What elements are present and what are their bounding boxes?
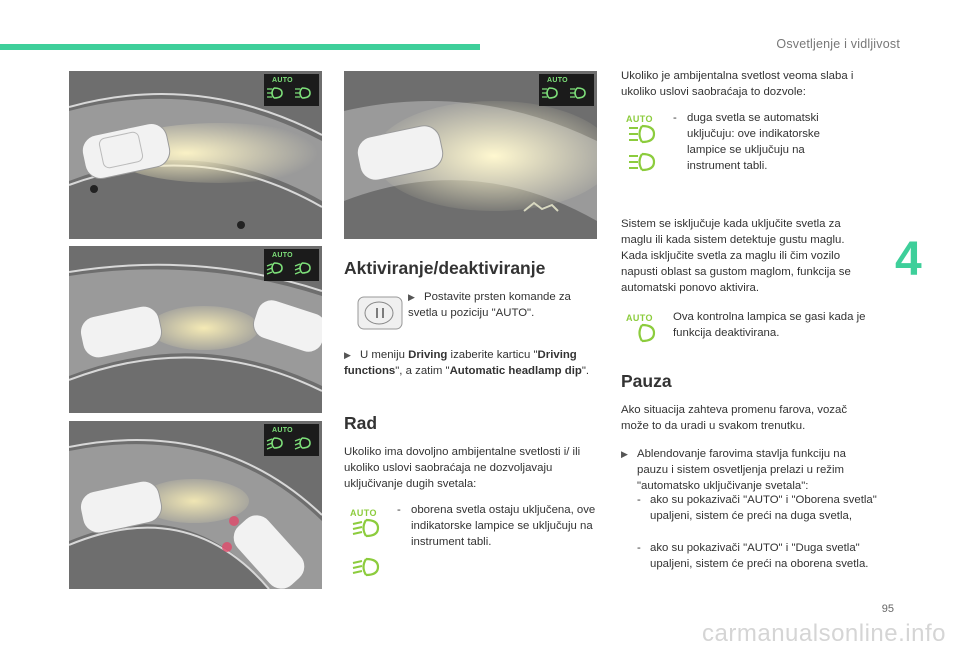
heading-pauza: Pauza xyxy=(621,371,672,391)
auto-low-beam-icon xyxy=(264,249,319,281)
auto-off-indicator xyxy=(626,313,658,348)
auto-high-beam-icon xyxy=(264,74,319,106)
pauza-step: ▶ Ablendovanje farovima stavlja funkciju na pauzu i sistem osvetljenja prelazi u režim "automatsko uključivanje svetala": xyxy=(621,448,846,492)
step-menu-driving: ▶ U meniju Driving izaberite karticu "Driving functions", a zatim "Automatic headlamp dip". xyxy=(344,349,590,377)
heading-activation: Aktiviranje/deaktiviranje xyxy=(344,258,546,278)
watermark: carmanualsonline.info xyxy=(702,620,946,647)
pauza-sub-2: - ako su pokazivači "AUTO" i "Duga svetla" upaljeni, sistem će preći na oborena svetla. xyxy=(637,542,869,570)
illustration-car-ahead xyxy=(69,421,322,589)
heading-rad: Rad xyxy=(344,413,378,433)
high-beam-icon xyxy=(626,124,658,144)
pauza-paragraph: Ako situacija zahteva promenu farova, vozač može to da uradi u svakom trenutku. xyxy=(621,404,848,432)
indicator-auto-label: AUTO xyxy=(547,77,568,84)
step-set-auto: ▶ Postavite prsten komande za svetla u poziciju "AUTO". xyxy=(408,291,571,319)
auto-high-beam-indicator xyxy=(626,114,658,149)
indicator-auto-label: AUTO xyxy=(272,427,293,434)
illustration-fog-road xyxy=(344,71,597,239)
page-number: 95 xyxy=(881,603,894,615)
rad-paragraph: Ukoliko ima dovoljno ambijentalne svetlosti i/ ili ukoliko uslovi saobraćaja ne dozvoljavaju uključivanje dugih svetala: xyxy=(344,446,581,490)
bullet-arrow-icon: ▶ xyxy=(344,350,351,360)
rad-item-low-beam: - oborena svetla ostaju uključena, ove indikatorske lampice se uključuju na instrument tabli. xyxy=(397,504,596,548)
off-text: Ova kontrolna lampica se gasi kada je funkcija deaktivirana. xyxy=(673,311,866,339)
illustration-high-beam-road xyxy=(69,71,322,239)
section-title: Osvetljenje i vidljivost xyxy=(776,37,900,51)
headlamp-icon xyxy=(626,323,658,343)
dashboard-indicator-panel xyxy=(264,74,319,106)
light-switch-ring-icon xyxy=(357,296,405,332)
item-high-beam: - duga svetla se automatski uključuju: ove indikatorske lampice se uključuju na instrument tabli. xyxy=(673,112,820,172)
indicator-auto-label: AUTO xyxy=(272,77,293,84)
high-beam-icon xyxy=(626,152,658,172)
chapter-number: 4 xyxy=(895,233,922,286)
bullet-arrow-icon: ▶ xyxy=(408,292,415,302)
auto-low-beam-indicator xyxy=(350,508,382,543)
auto-low-beam-icon xyxy=(264,424,319,456)
illustration-oncoming-car xyxy=(69,246,322,413)
pauza-sub-1: - ako su pokazivači "AUTO" i "Oborena svetla" upaljeni, sistem će preći na duga svetla, xyxy=(637,494,877,522)
header-accent-bar xyxy=(0,44,480,50)
indicator-auto-label: AUTO xyxy=(272,252,293,259)
indicator-auto-label: AUTO xyxy=(626,313,653,323)
indicator-auto-label: AUTO xyxy=(350,508,377,518)
dashboard-indicator-panel xyxy=(539,74,594,106)
right-intro: Ukoliko je ambijentalna svetlost veoma slaba i ukoliko uslovi saobraćaja to dozvole: xyxy=(621,70,854,98)
bullet-arrow-icon: ▶ xyxy=(621,449,628,459)
auto-high-beam-icon xyxy=(539,74,594,106)
fog-paragraph: Sistem se isključuje kada uključite svetla za maglu ili kada sistem detektuje gustu maglu. Kada isključite svetla za maglu ili čim vozilo napusti oblast sa gustom maglom, funkcija se automatski ponovo aktivira. xyxy=(621,218,851,294)
dashboard-indicator-panel xyxy=(264,424,319,456)
indicator-auto-label: AUTO xyxy=(626,114,653,124)
low-beam-icon xyxy=(350,557,382,577)
low-beam-icon xyxy=(350,518,382,538)
dashboard-indicator-panel xyxy=(264,249,319,281)
